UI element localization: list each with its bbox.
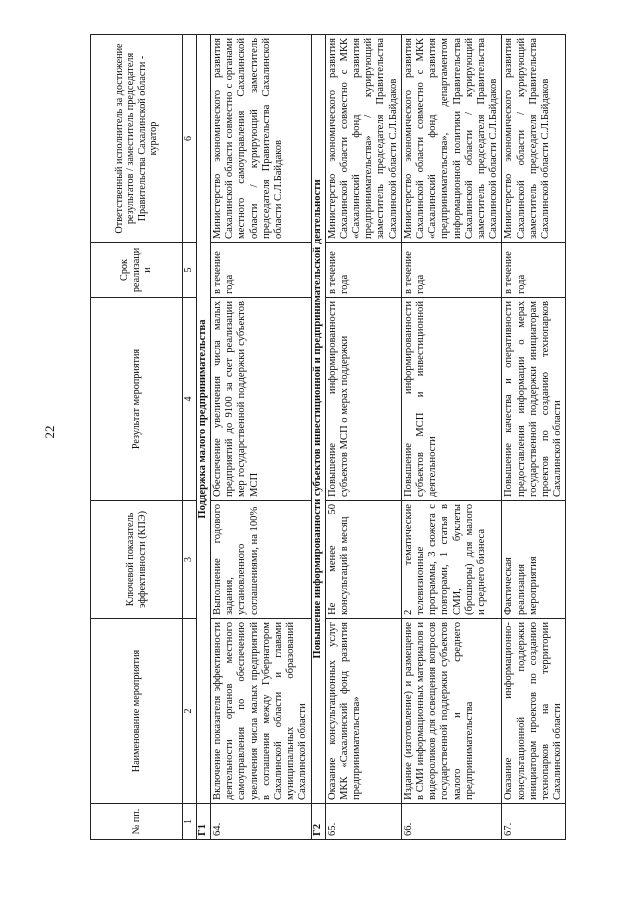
column-number: 3 [183, 501, 197, 619]
row-name: Оказание консультационных услуг МКК «Сахалинский фонд развития предпринимательства» [325, 619, 401, 804]
row-term: в течение года [325, 243, 401, 298]
header-term: Срок реализации [91, 243, 183, 298]
section-code: Г2 [311, 804, 325, 840]
row-kpi: 2 тематические телевизионные программы, 3 сюжета с повторами, 1 статья в СМИ, буклеты (брошюры) для малого и среднего бизнеса [401, 501, 502, 619]
table-row [211, 35, 312, 840]
row-kpi: Фактическая реализация мероприятия [502, 501, 566, 619]
header-result: Результат мероприятия [91, 298, 183, 501]
section-title: Поддержка малого предпринимательства [197, 35, 211, 804]
rotated-table-container [90, 35, 564, 840]
section-title: Повышение информированности субъектов инвестиционной и предпринимательской деятельности [311, 35, 325, 804]
table-row [325, 35, 401, 840]
row-number: 66. [401, 804, 502, 840]
header-num: № пп. [91, 804, 183, 840]
action-plan-table [90, 34, 566, 840]
row-kpi: Не менее 50 консультаций в месяц [325, 501, 401, 619]
row-responsible: Министерство экономического развития Сахалинской области / курирующий заместитель председателя Правительства Сахалинской области С.Л.Байдаков [502, 35, 566, 243]
row-name: Издание (изготовление) и размещение в СМИ информационных материалов и видеороликов для освещения вопросов государственной поддержки субъектов малого и среднего предпринимательства [401, 619, 502, 804]
row-number: 65. [325, 804, 401, 840]
section-code: Г1 [197, 804, 211, 840]
row-name: Включение показателя эффективности деятельности органов местного самоуправления по обеспечению увеличения числа малых предприятий в соглашения между Губернатором Сахалинской области и главами муниципальных образований Сахалинской области [211, 619, 312, 804]
column-number: 2 [183, 619, 197, 804]
row-number: 64. [211, 804, 312, 840]
column-number: 5 [183, 243, 197, 298]
row-kpi: Выполнение годового задания, установленного соглашениями, на 100% [211, 501, 312, 619]
page-number: 22 [42, 425, 57, 439]
table-row [502, 35, 566, 840]
table-header-row [91, 35, 183, 840]
row-result: Повышение информированности субъектов МСП о мерах поддержки [325, 298, 401, 501]
row-responsible: Министерство экономического развития Сахалинской области совместно с органами местного самоуправления Сахалинской области / курирующий заместитель председателя Правительства Сахалинской области С.Л.Байдаков [211, 35, 312, 243]
row-responsible: Министерство экономического развития Сахалинской области совместно с МКК «Сахалинский фонд развития предпринимательства» / курирующий заместитель председателя Правительства Сахалинской области С.Л.Байдаков [325, 35, 401, 243]
header-kpi: Ключевой показатель эффективности (КПЭ) [91, 501, 183, 619]
column-number: 1 [183, 804, 197, 840]
section-row [311, 35, 325, 840]
column-number: 4 [183, 298, 197, 501]
row-result: Повышение качества и оперативности предоставления информации о мерах государственной поддержки инициаторам проектов по созданию технопарков Сахалинской области [502, 298, 566, 501]
row-result: Обеспечение увеличения числа малых предприятий до 9100 за счет реализации мер государственной поддержки субъектов МСП [211, 298, 312, 501]
header-name: Наименование мероприятия [91, 619, 183, 804]
row-result: Повышение информированности субъектов МСП и инвестиционной деятельности [401, 298, 502, 501]
row-name: Оказание информационно-консультационной поддержки инициаторам проектов по созданию технопарков на территории Сахалинской области [502, 619, 566, 804]
row-number: 67. [502, 804, 566, 840]
section-row [197, 35, 211, 840]
row-term: в течение года [211, 243, 312, 298]
row-responsible: Министерство экономического развития Сахалинской области совместно с МКК «Сахалинский фонд развития предпринимательства», департаментом информационной политики Правительства Сахалинской области / курирующий заместитель председателя Правительства Сахалинской области С.Л.Байдаков [401, 35, 502, 243]
header-responsible: Ответственный исполнитель за достижение результатов / заместитель председателя Правительства Сахалинской области - куратор [91, 35, 183, 243]
row-term: в течение года [401, 243, 502, 298]
table-row [401, 35, 502, 840]
column-number-row [183, 35, 197, 840]
column-number: 6 [183, 35, 197, 243]
row-term: в течение года [502, 243, 566, 298]
